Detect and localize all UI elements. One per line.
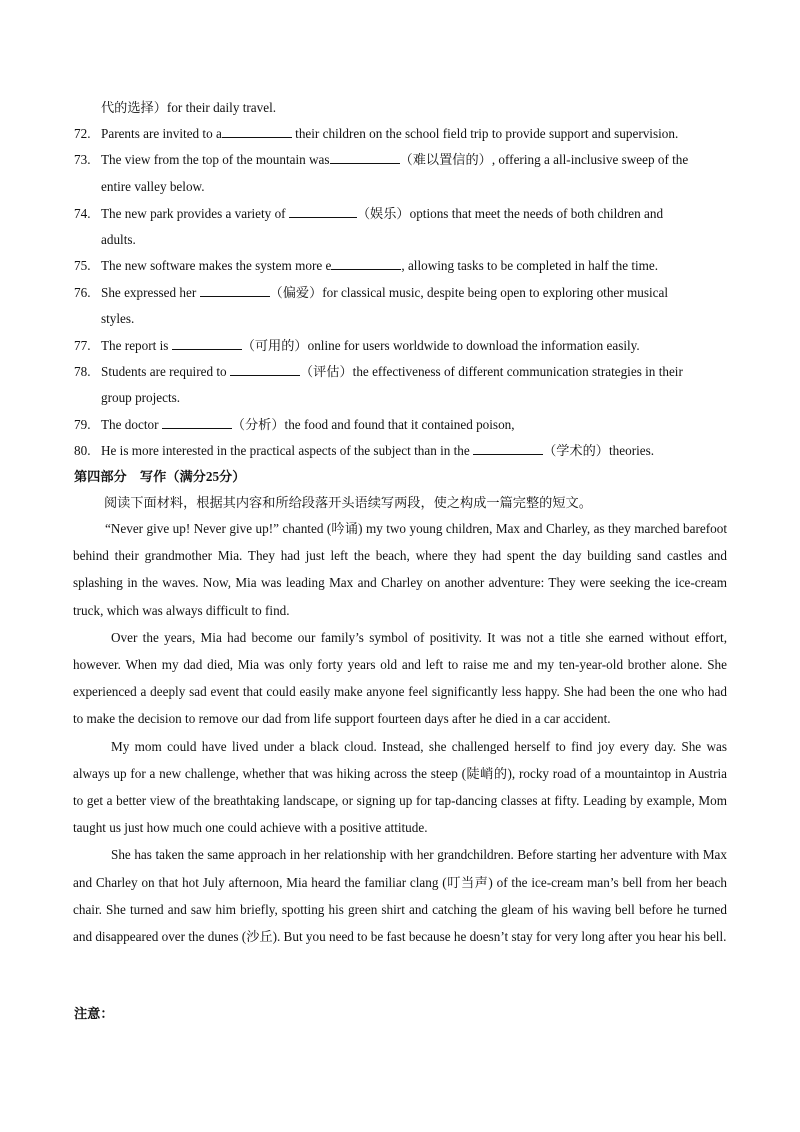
section-instruction: 阅读下面材料，根据其内容和所给段落开头语续写两段，使之构成一篇完整的短文。 <box>104 495 592 510</box>
question-77: 77. The report is （可用的）online for users worldwide to download the information easily. <box>74 338 640 353</box>
question-74: 74. The new park provides a variety of （娱乐）options that meet the needs of both children and <box>74 206 664 221</box>
answer-blank[interactable] <box>289 205 357 218</box>
question-number: 76. <box>74 285 91 300</box>
question-72: 72. Parents are invited to a their children on the school field trip to provide support and supervision. <box>74 126 679 141</box>
question-76: 76. She expressed her （偏爱）for classical music, despite being open to exploring other musical <box>74 285 668 300</box>
paragraph-3: My mom could have lived under a black cloud. Instead, she challenged herself to find joy every day. She was always up for a new challenge, whether that was hiking across the steep (陡峭的), rocky road of a mountaintop in Austria to get a better view of the breathtaking landscape, or signing up for tap-dancing classes at fifty. Leading by example, Mom taught us just how much one could achieve with a positive attitude. <box>73 738 727 836</box>
answer-blank[interactable] <box>200 284 270 297</box>
question-number: 75. <box>74 258 91 273</box>
question-73-continuation: entire valley below. <box>101 179 205 194</box>
question-79: 79. The doctor （分析）the food and found that it contained poison, <box>74 417 515 432</box>
question-73: 73. The view from the top of the mountain was （难以置信的）, offering a all-inclusive sweep of the <box>74 152 689 167</box>
paragraph-1: “Never give up! Never give up!” chanted (吟诵) my two young children, Max and Charley, as they marched barefoot behind their grandmother Mia. They had just left the beach, where they had spent the day building sand castles and splashing in the waves. Now, Mia was leading Max and Charley on another adventure: They were seeking the ice-cream truck, which was always difficult to find. <box>73 521 727 618</box>
answer-blank[interactable] <box>230 363 300 376</box>
question-75: 75. The new software makes the system more e , allowing tasks to be completed in half the time. <box>74 258 659 273</box>
answer-blank[interactable] <box>172 337 242 350</box>
paragraph-4: She has taken the same approach in her relationship with her grandchildren. Before starting her adventure with Max and Charley on that hot July afternoon, Mia heard the familiar clang (叮当声) of the ice-cream man’s bell from her beach chair. She turned and saw him briefly, spotting his green shirt and catching the gleam of his waving bell before he turned and disappeared over the dunes (沙丘). But you need to be fast because he doesn’t stay for very long after you hear his bell. <box>73 847 727 945</box>
question-number: 74. <box>74 206 91 221</box>
item-71-continuation: 代的选择）for their daily travel. <box>101 100 277 115</box>
answer-blank[interactable] <box>162 416 232 429</box>
answer-blank[interactable] <box>331 257 401 270</box>
answer-blank[interactable] <box>222 125 292 138</box>
question-78: 78. Students are required to （评估）the effectiveness of different communication strategies in their <box>74 364 683 379</box>
answer-blank[interactable] <box>473 442 543 455</box>
question-74-continuation: adults. <box>101 232 136 247</box>
question-76-continuation: styles. <box>101 311 135 326</box>
question-number: 79. <box>74 417 91 432</box>
question-number: 80. <box>74 443 91 458</box>
question-78-continuation: group projects. <box>101 390 181 405</box>
question-number: 78. <box>74 364 91 379</box>
question-number: 77. <box>74 338 91 353</box>
section-heading: 第四部分 写作（满分25分） <box>74 469 246 484</box>
question-number: 72. <box>74 126 91 141</box>
paragraph-2: Over the years, Mia had become our family’s symbol of positivity. It was not a title she earned without effort, however. When my dad died, Mia was only forty years old and left to raise me and my ten-year-old brother alone. She experienced a deeply sad event that could easily make anyone feel significantly less happy. She had been the one who had to make the decision to remove our dad from life support fourteen days after he died in a car accident. <box>73 629 727 727</box>
question-80: 80. He is more interested in the practical aspects of the subject than in the （学术的）theories. <box>74 443 655 458</box>
answer-blank[interactable] <box>330 151 400 164</box>
story-passage <box>73 515 727 950</box>
question-number: 73. <box>74 152 91 167</box>
note-label: 注意： <box>74 1006 114 1021</box>
